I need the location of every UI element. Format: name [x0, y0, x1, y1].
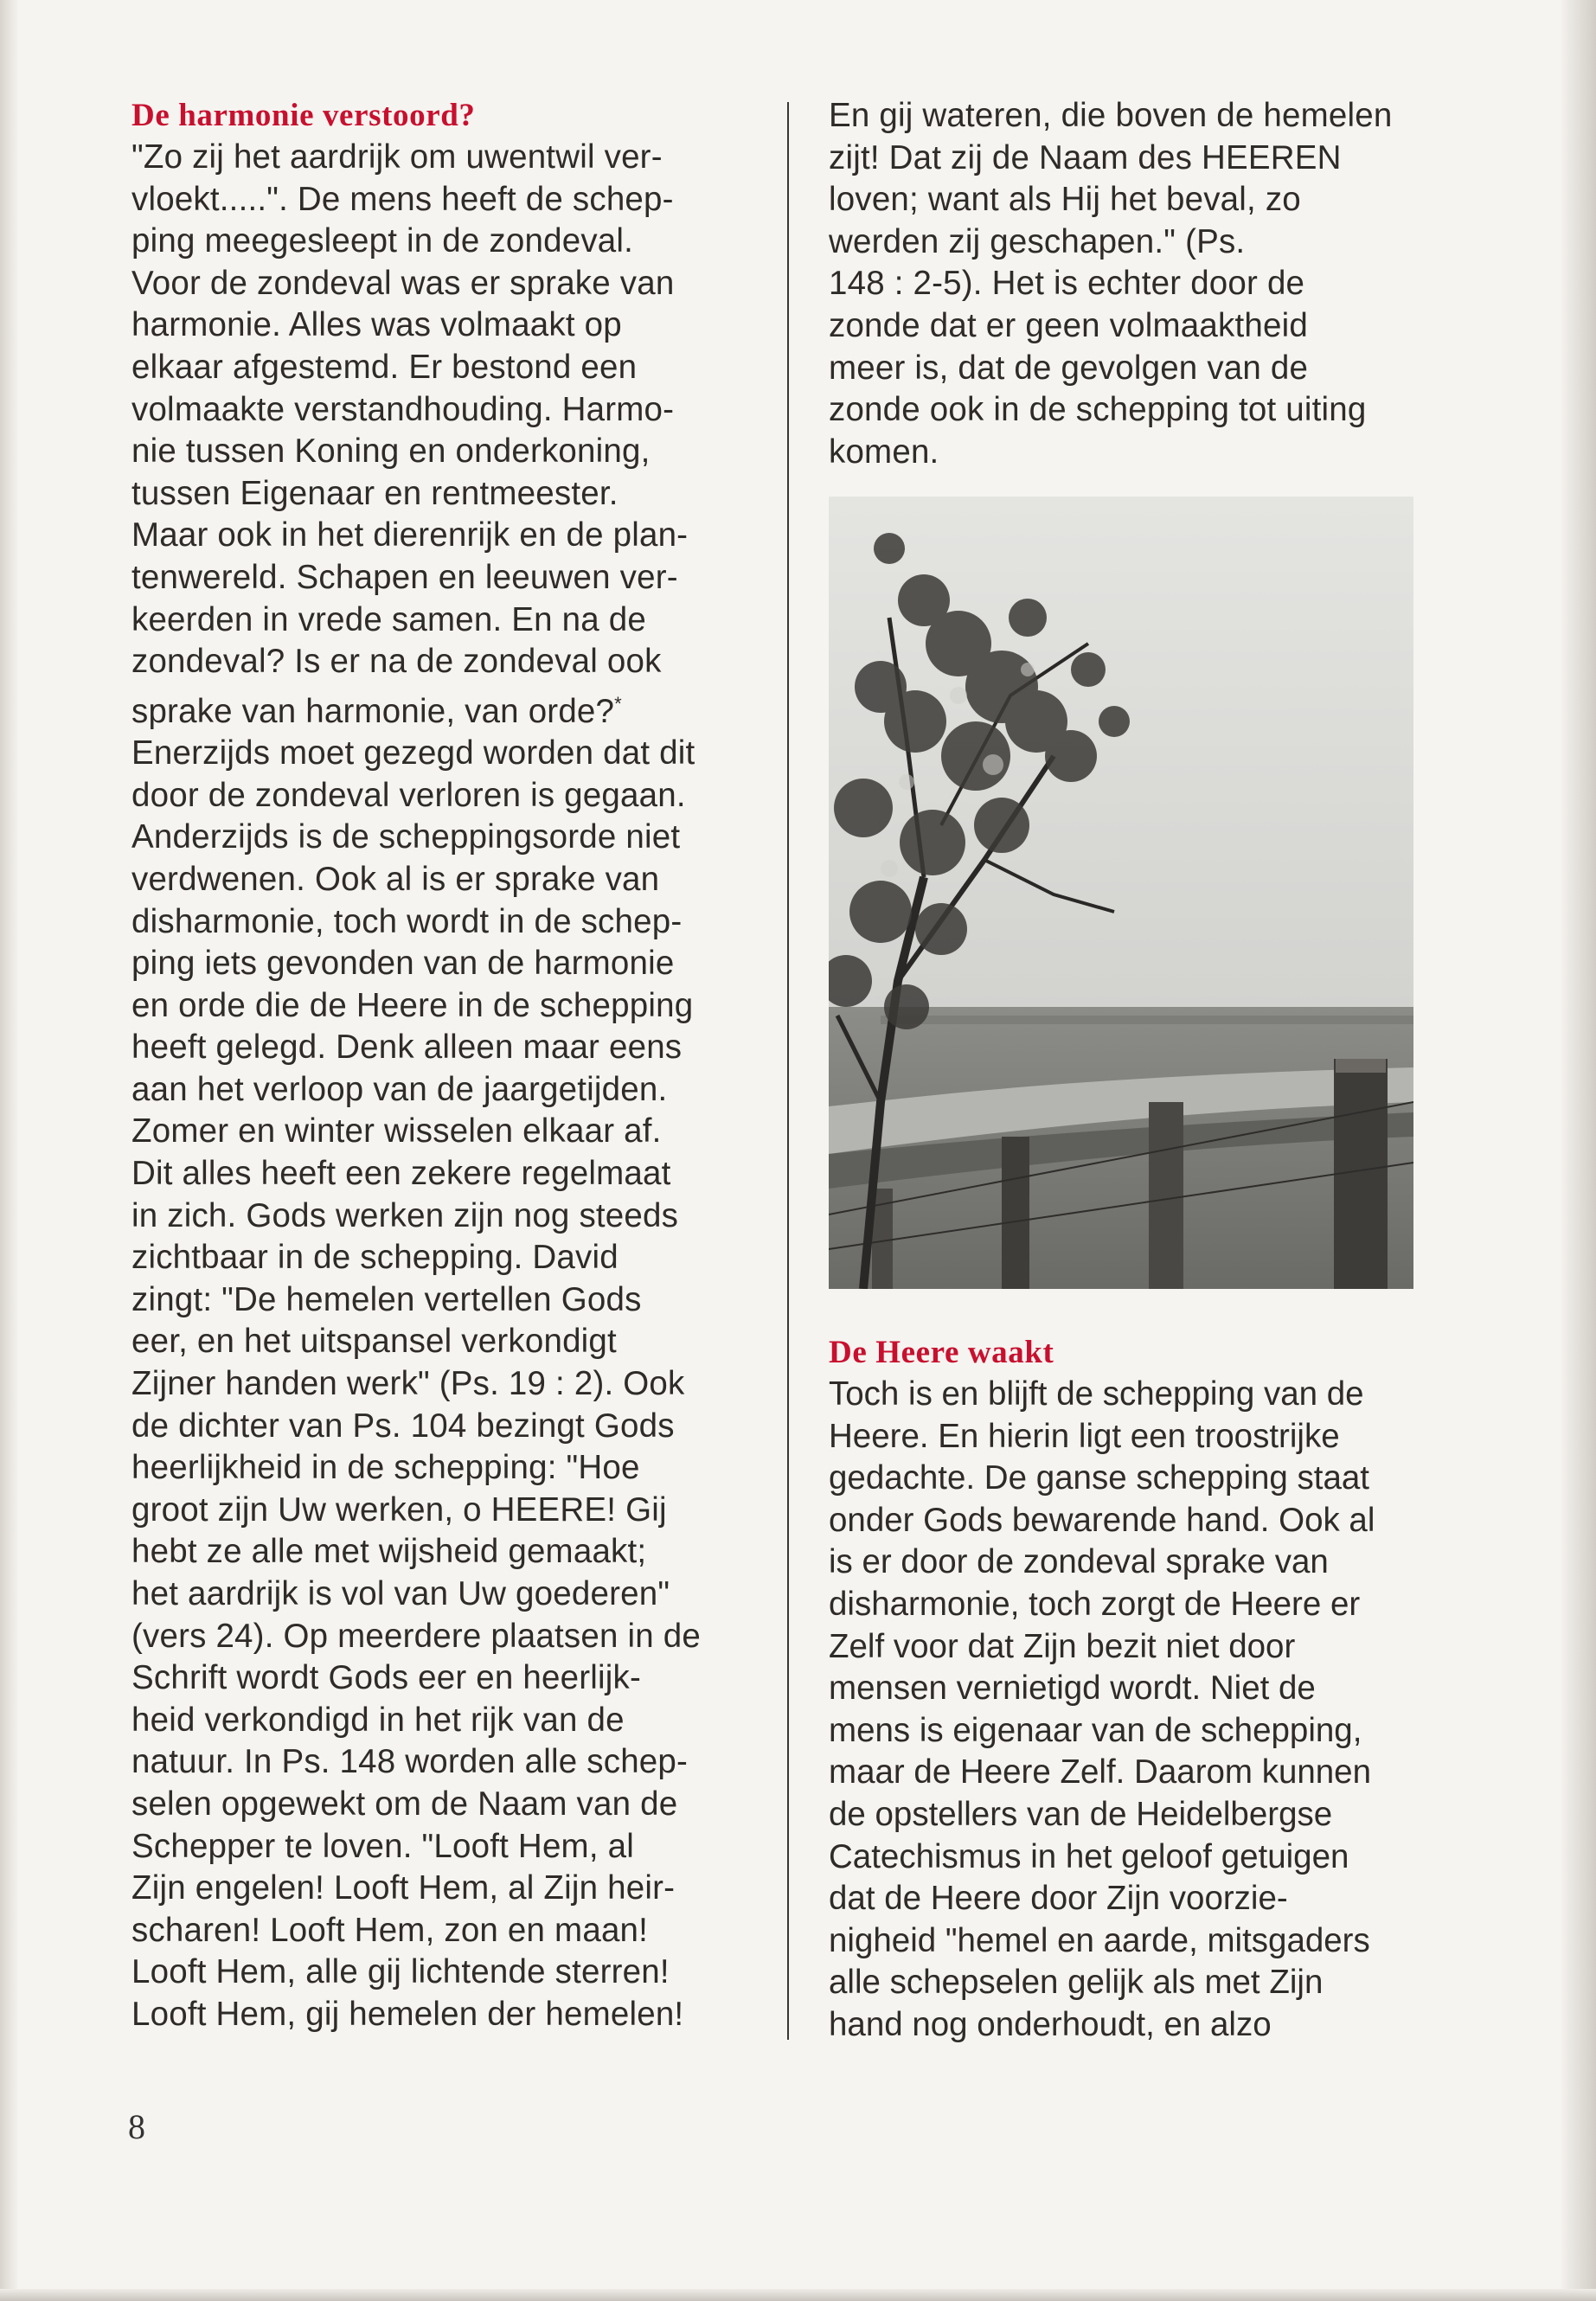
text-line: aan het verloop van de jaargetijden.: [131, 1070, 668, 1108]
text-line: heerlijkheid in de schepping: "Hoe: [131, 1449, 640, 1487]
text-line: het aardrijk is vol van Uw goederen": [131, 1575, 670, 1613]
text-line: Zijn engelen! Looft Hem, al Zijn heir-: [131, 1869, 676, 1907]
right-column-body-bottom: [829, 1374, 1434, 2047]
text-line: Zijner handen werk" (Ps. 19 : 2). Ook: [131, 1365, 685, 1403]
text-line: meer is, dat de gevolgen van de: [829, 349, 1309, 387]
text-line: de opstellers van de Heidelbergse: [829, 1795, 1333, 1833]
text-line: onder Gods bewarende hand. Ook al: [829, 1501, 1375, 1539]
text-line: Catechismus in het geloof getuigen: [829, 1837, 1349, 1875]
text-line: mensen vernietigd wordt. Niet de: [829, 1670, 1316, 1708]
text-line: zondeval? Is er na de zondeval ook: [131, 643, 662, 681]
text-line: in zich. Gods werken zijn nog steeds: [131, 1196, 679, 1234]
text-line: Schepper te loven. "Looft Hem, al: [131, 1827, 634, 1865]
text-line: eer, en het uitspansel verkondigt: [131, 1323, 617, 1361]
text-line: volmaakte verstandhouding. Harmo-: [131, 390, 675, 428]
text-line: gedachte. De ganse schepping staat: [829, 1459, 1370, 1497]
text-line: groot zijn Uw werken, o HEERE! Gij: [131, 1490, 667, 1529]
section-heading-harmonie: De harmonie verstoord?: [131, 98, 476, 133]
text-line: hand nog onderhoudt, en alzo: [829, 2005, 1272, 2043]
text-line: zingt: "De hemelen vertellen Gods: [131, 1280, 642, 1318]
section-heading-heere-waakt: De Heere waakt: [829, 1335, 1054, 1370]
text-line: maar de Heere Zelf. Daarom kunnen: [829, 1753, 1371, 1791]
text-line: Looft Hem, alle gij lichtende sterren!: [131, 1953, 670, 1991]
left-column: [131, 95, 737, 2036]
text-line: zonde ook in de schepping tot uiting: [829, 391, 1367, 429]
text-line: elkaar afgestemd. Er bestond een: [131, 348, 638, 386]
text-line: Toch is en blijft de schepping van de: [829, 1375, 1364, 1413]
text-line: Heere. En hierin ligt een troostrijke: [829, 1417, 1340, 1455]
text-line: zijt! Dat zij de Naam des HEEREN: [829, 138, 1342, 176]
text-line: heeft gelegd. Denk alleen maar eens: [131, 1029, 683, 1067]
text-line: Zelf voor dat Zijn bezit niet door: [829, 1627, 1296, 1665]
text-line: Looft Hem, gij hemelen der hemelen!: [131, 1995, 684, 2033]
text-line: ping meegesleept in de zondeval.: [131, 222, 634, 260]
text-line: selen opgewekt om de Naam van de: [131, 1785, 678, 1823]
text-line: tussen Eigenaar en rentmeester.: [131, 474, 619, 512]
text-line: nigheid "hemel en aarde, mitsgaders: [829, 1921, 1370, 1959]
page-edge-right: [1561, 0, 1596, 2301]
left-column-body: [131, 137, 737, 2036]
text-line: nie tussen Koning en onderkoning,: [131, 433, 651, 471]
text-line: verdwenen. Ook al is er sprake van: [131, 860, 660, 898]
page-number: 8: [128, 2107, 145, 2146]
text-line: loven; want als Hij het beval, zo: [829, 181, 1301, 219]
landscape-photo-icon: [829, 497, 1413, 1289]
text-line: En gij wateren, die boven de hemelen: [829, 97, 1393, 134]
text-line: de dichter van Ps. 104 bezingt Gods: [131, 1407, 675, 1445]
text-line: Dit alles heeft een zekere regelmaat: [131, 1155, 671, 1193]
page-edge-bottom: [0, 2289, 1596, 2301]
right-column-bottom: [829, 1374, 1434, 2047]
text-line: vloekt.....". De mens heeft de schep-: [131, 180, 674, 218]
text-line: heid verkondigd in het rijk van de: [131, 1701, 625, 1739]
text-line: Anderzijds is de scheppingsorde niet: [131, 818, 681, 856]
page-edge-left: [0, 0, 17, 2301]
text-line: alle schepselen gelijk als met Zijn: [829, 1964, 1324, 2002]
text-line: Schrift wordt Gods eer en heerlijk-: [131, 1659, 642, 1697]
text-line: keerden in vrede samen. En na de: [131, 600, 646, 638]
text-line: scharen! Looft Hem, zon en maan!: [131, 1911, 649, 1949]
text-line: Voor de zondeval was er sprake van: [131, 264, 675, 302]
section-heading-heere-waakt-wrap: [829, 1332, 1434, 1374]
right-column-body-top: [829, 95, 1434, 473]
text-line: zichtbaar in de schepping. David: [131, 1239, 619, 1277]
text-line: zonde dat er geen volmaaktheid: [829, 306, 1308, 344]
text-line: Zomer en winter wisselen elkaar af.: [131, 1112, 662, 1150]
text-line: harmonie. Alles was volmaakt op: [131, 306, 622, 344]
text-line: (vers 24). Op meerdere plaatsen in de: [131, 1617, 701, 1655]
text-line: Enerzijds moet gezegd worden dat dit: [131, 734, 695, 772]
text-line: dat de Heere door Zijn voorzie-: [829, 1880, 1288, 1918]
right-column-top: [829, 95, 1434, 473]
text-line: werden zij geschapen." (Ps.: [829, 222, 1246, 260]
text-line: ping iets gevonden van de harmonie: [131, 945, 675, 983]
text-line: disharmonie, toch zorgt de Heere er: [829, 1585, 1361, 1623]
text-line: door de zondeval verloren is gegaan.: [131, 776, 686, 814]
text-line: en orde die de Heere in de schepping: [131, 986, 694, 1024]
text-line: komen.: [829, 433, 939, 471]
text-line: Maar ook in het dierenrijk en de plan-: [131, 516, 689, 554]
text-line: mens is eigenaar van de schepping,: [829, 1711, 1362, 1749]
text-line: "Zo zij het aardrijk om uwentwil ver-: [131, 138, 663, 176]
text-line: hebt ze alle met wijsheid gemaakt;: [131, 1533, 647, 1571]
text-line: sprake van harmonie, van orde?*: [131, 692, 622, 730]
footnote-mark: *: [614, 692, 622, 715]
text-line: disharmonie, toch wordt in de schep-: [131, 902, 683, 940]
text-line: tenwereld. Schapen en leeuwen ver-: [131, 558, 678, 596]
text-line: is er door de zondeval sprake van: [829, 1543, 1329, 1581]
text-line: 148 : 2-5). Het is echter door de: [829, 265, 1305, 303]
text-line: natuur. In Ps. 148 worden alle schep-: [131, 1743, 689, 1781]
column-divider: [787, 102, 789, 2040]
landscape-photo: [829, 497, 1413, 1289]
